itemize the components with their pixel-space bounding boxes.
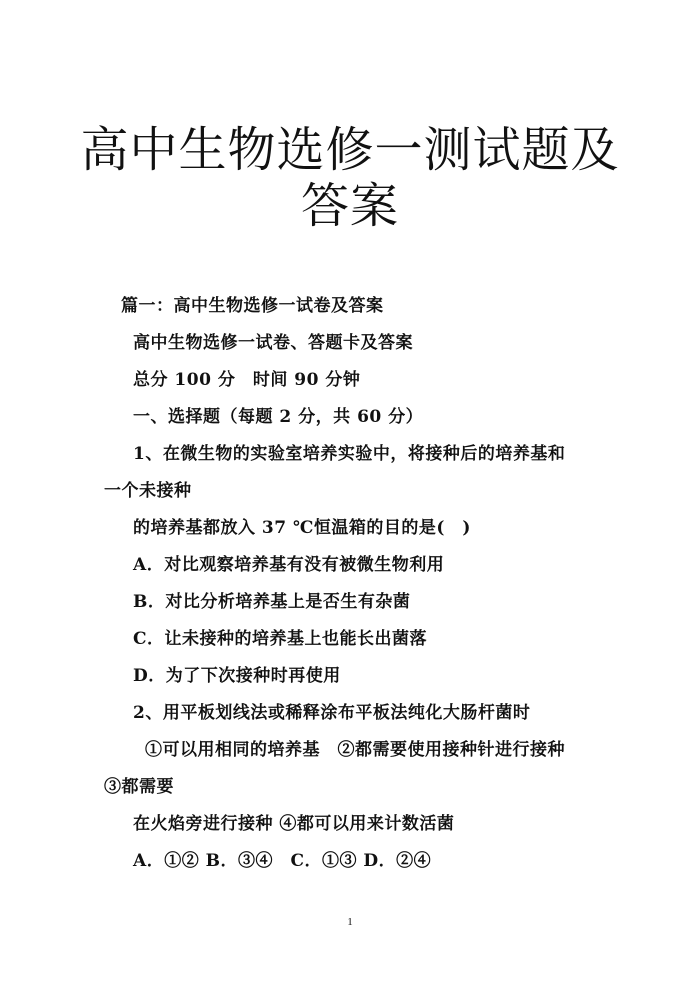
question-1-option-a: A．对比观察培养基有没有被微生物利用 <box>133 555 445 575</box>
question-2-statements-cont: ③都需要 <box>104 777 174 797</box>
question-1-text-cont-2: 的培养基都放入 37 ℃恒温箱的目的是( ) <box>133 518 471 538</box>
question-1-text-cont: 一个未接种 <box>104 481 192 501</box>
document-title-line-2: 答案 <box>300 178 399 234</box>
question-2-statements-cont-2: 在火焰旁进行接种 ④都可以用来计数活菌 <box>133 814 455 834</box>
question-2-statements: ①可以用相同的培养基 ②都需要使用接种针进行接种 <box>145 740 565 760</box>
section-title-multiple-choice: 一、选择题（每题 2 分，共 60 分） <box>133 407 424 427</box>
question-1-option-c: C．让未接种的培养基上也能长出菌落 <box>133 629 428 649</box>
score-time-line: 总分 100 分 时间 90 分钟 <box>133 370 361 390</box>
question-1-option-b: B．对比分析培养基上是否生有杂菌 <box>133 592 411 612</box>
question-2-options: A．①② B．③④ C．①③ D．②④ <box>133 851 432 871</box>
question-1-option-d: D．为了下次接种时再使用 <box>133 666 341 686</box>
subheading: 高中生物选修一试卷、答题卡及答案 <box>133 333 413 353</box>
document-title-line-1: 高中生物选修一测试题及 <box>80 122 620 178</box>
page-number: 1 <box>347 916 353 928</box>
question-2-text: 2、用平板划线法或稀释涂布平板法纯化大肠杆菌时 <box>133 703 531 723</box>
question-1-text: 1、在微生物的实验室培养实验中，将接种后的培养基和 <box>133 444 566 464</box>
section-heading: 篇一：高中生物选修一试卷及答案 <box>121 296 384 316</box>
